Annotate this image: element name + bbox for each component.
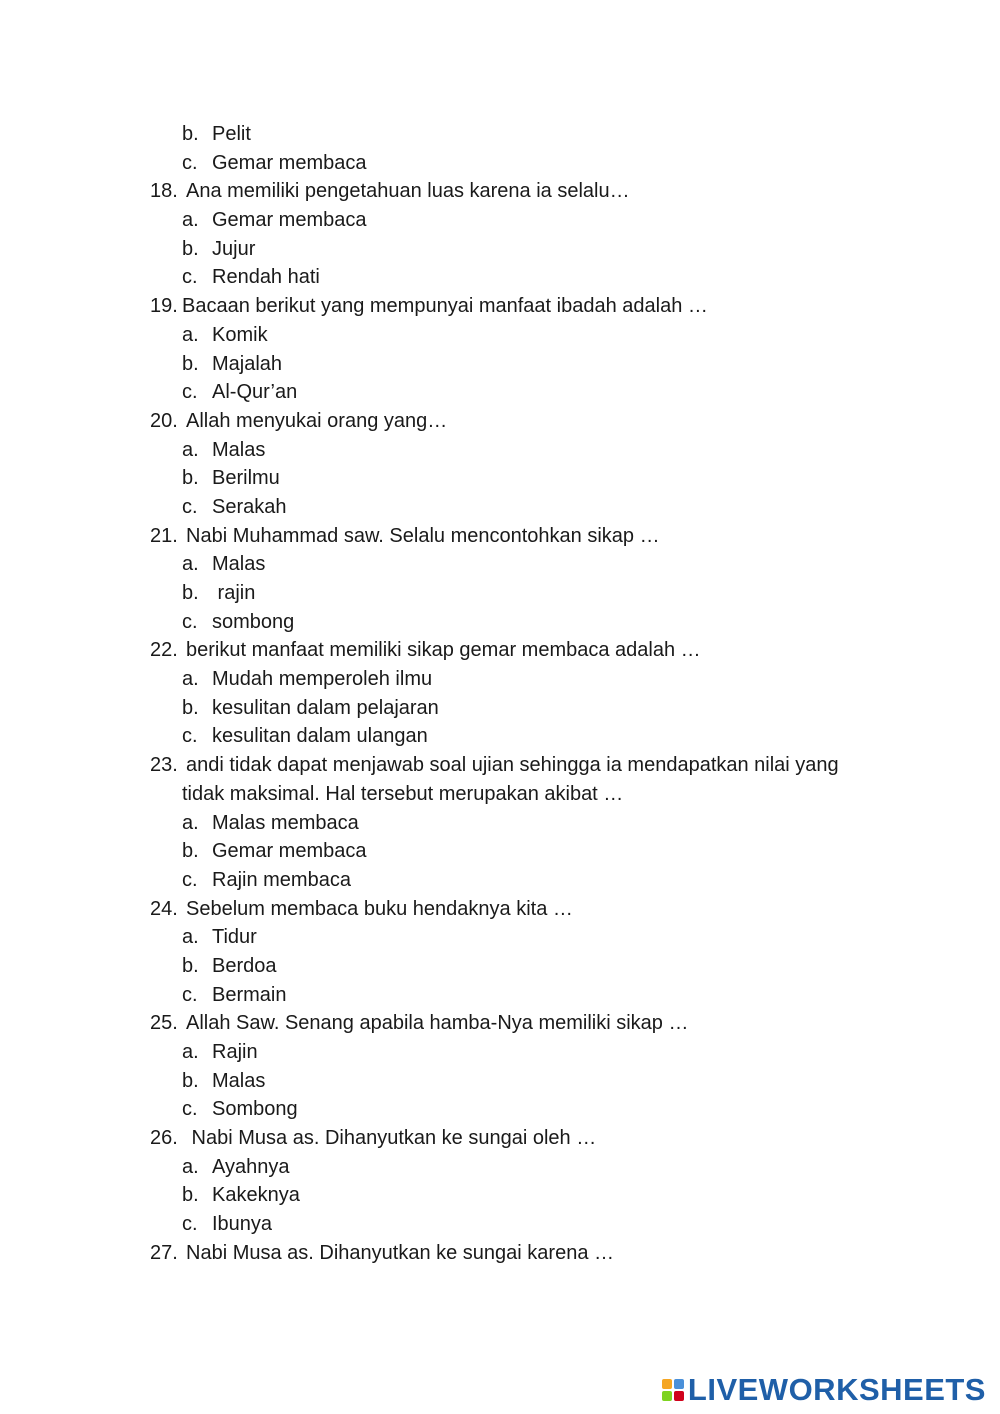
option-letter: c. xyxy=(182,610,198,633)
question-24 xyxy=(0,895,1000,924)
option-text: Rajin membaca xyxy=(212,868,351,891)
option-letter: c. xyxy=(182,381,198,404)
option-item xyxy=(0,981,1000,1010)
option-item xyxy=(0,923,1000,952)
question-text: Nabi Musa as. Dihanyutkan ke sungai karena … xyxy=(186,1241,615,1264)
option-text: rajin xyxy=(212,582,256,604)
option-item xyxy=(0,722,1000,751)
question-22 xyxy=(0,636,1000,665)
option-text: Malas xyxy=(212,553,266,576)
question-27 xyxy=(0,1239,1000,1268)
question-number: 27. xyxy=(150,1241,178,1264)
option-item xyxy=(0,350,1000,379)
option-letter: a. xyxy=(182,926,199,949)
option-item xyxy=(0,1038,1000,1067)
option-text: sombong xyxy=(212,610,295,633)
option-item xyxy=(0,120,1000,149)
question-number: 26. xyxy=(150,1127,178,1150)
question-number: 21. xyxy=(150,524,178,547)
option-text: Berilmu xyxy=(212,467,280,490)
logo-square xyxy=(662,1391,672,1401)
option-letter: c. xyxy=(182,266,198,289)
question-text: Ana memiliki pengetahuan luas karena ia selalu… xyxy=(186,180,630,203)
option-letter: a. xyxy=(182,1155,199,1178)
question-25 xyxy=(0,1009,1000,1038)
option-item xyxy=(0,1153,1000,1182)
option-text: Gemar membaca xyxy=(212,151,367,174)
option-letter: b. xyxy=(182,1069,199,1092)
option-letter: a. xyxy=(182,1041,199,1063)
option-item xyxy=(0,321,1000,350)
option-item xyxy=(0,493,1000,522)
option-text: Bermain xyxy=(212,983,287,1006)
option-letter: c. xyxy=(182,983,198,1006)
option-text: Ayahnya xyxy=(212,1155,290,1178)
option-item xyxy=(0,263,1000,292)
option-item xyxy=(0,1210,1000,1239)
question-text-continuation: tidak maksimal. Hal tersebut merupakan akibat … xyxy=(182,782,624,805)
question-26 xyxy=(0,1124,1000,1153)
question-21 xyxy=(0,522,1000,551)
option-letter: b. xyxy=(182,582,199,604)
question-number: 23. xyxy=(150,754,178,777)
option-text: Sombong xyxy=(212,1098,298,1121)
question-19 xyxy=(0,292,1000,321)
option-letter: b. xyxy=(182,467,199,490)
question-number: 18. xyxy=(150,180,178,203)
option-letter: c. xyxy=(182,868,198,891)
option-text: Tidur xyxy=(212,926,257,949)
option-item xyxy=(0,837,1000,866)
option-text: Majalah xyxy=(212,352,283,375)
option-letter: b. xyxy=(182,696,199,719)
question-text: berikut manfaat memiliki sikap gemar membaca adalah … xyxy=(186,639,701,662)
option-letter: c. xyxy=(182,1213,198,1236)
option-text: Gemar membaca xyxy=(212,209,367,232)
option-item xyxy=(0,235,1000,264)
option-text: Malas xyxy=(212,1069,266,1092)
option-letter: b. xyxy=(182,237,199,260)
question-text: Nabi Muhammad saw. Selalu mencontohkan sikap … xyxy=(186,524,660,547)
option-letter: b. xyxy=(182,1184,199,1207)
option-letter: c. xyxy=(182,495,198,518)
option-item xyxy=(0,1095,1000,1124)
option-text: Kakeknya xyxy=(212,1184,300,1207)
option-text: Gemar membaca xyxy=(212,840,367,863)
option-text: Berdoa xyxy=(212,954,277,977)
question-text: Allah menyukai orang yang… xyxy=(186,409,448,432)
option-item xyxy=(0,206,1000,235)
option-letter: b. xyxy=(182,352,199,375)
question-23 xyxy=(0,751,1000,780)
option-text: Al-Qur’an xyxy=(212,381,298,404)
option-item xyxy=(0,608,1000,637)
option-item xyxy=(0,464,1000,493)
logo-square xyxy=(674,1379,684,1389)
question-text: andi tidak dapat menjawab soal ujian sehingga ia mendapatkan nilai yang xyxy=(186,754,839,777)
option-text: Mudah memperoleh ilmu xyxy=(212,668,433,691)
brand-name: LIVEWORKSHEETS xyxy=(687,1372,986,1407)
option-item xyxy=(0,1181,1000,1210)
option-letter: a. xyxy=(182,811,199,834)
option-text: Pelit xyxy=(212,123,251,145)
option-item xyxy=(0,149,1000,178)
option-letter: a. xyxy=(182,553,199,576)
option-item xyxy=(0,809,1000,838)
question-text: Sebelum membaca buku hendaknya kita … xyxy=(186,897,573,920)
option-item xyxy=(0,436,1000,465)
option-text: Rajin xyxy=(212,1041,258,1063)
liveworksheets-logo xyxy=(662,1370,986,1410)
option-text: Jujur xyxy=(212,237,256,260)
option-item xyxy=(0,378,1000,407)
question-18 xyxy=(0,177,1000,206)
option-item xyxy=(0,550,1000,579)
logo-grid-icon xyxy=(662,1379,684,1401)
logo-square xyxy=(674,1391,684,1401)
option-item xyxy=(0,952,1000,981)
option-letter: a. xyxy=(182,668,199,691)
option-text: kesulitan dalam ulangan xyxy=(212,725,428,748)
question-number: 22. xyxy=(150,639,178,662)
option-letter: c. xyxy=(182,725,198,748)
option-letter: c. xyxy=(182,151,198,174)
option-text: Rendah hati xyxy=(212,266,320,289)
question-number: 25. xyxy=(150,1012,178,1035)
question-text: Allah Saw. Senang apabila hamba-Nya memiliki sikap … xyxy=(186,1012,689,1035)
option-text: Ibunya xyxy=(212,1213,273,1236)
option-letter: a. xyxy=(182,438,199,461)
option-item xyxy=(0,665,1000,694)
logo-square xyxy=(662,1379,672,1389)
option-text: Serakah xyxy=(212,495,287,518)
option-item xyxy=(0,1067,1000,1096)
option-text: Komik xyxy=(212,323,268,346)
option-item xyxy=(0,866,1000,895)
question-text: Bacaan berikut yang mempunyai manfaat ibadah adalah … xyxy=(182,295,708,318)
question-number: 20. xyxy=(150,409,178,432)
option-letter: a. xyxy=(182,323,199,346)
option-letter: a. xyxy=(182,209,199,232)
option-letter: b. xyxy=(182,840,199,863)
question-number: 19. xyxy=(150,295,178,318)
option-letter: b. xyxy=(182,123,199,145)
option-item xyxy=(0,579,1000,608)
worksheet-body xyxy=(0,120,1000,1268)
question-20 xyxy=(0,407,1000,436)
question-text: Nabi Musa as. Dihanyutkan ke sungai oleh … xyxy=(186,1127,597,1150)
option-letter: c. xyxy=(182,1098,198,1121)
option-text: kesulitan dalam pelajaran xyxy=(212,696,439,719)
option-item xyxy=(0,694,1000,723)
option-letter: b. xyxy=(182,954,199,977)
option-text: Malas xyxy=(212,438,266,461)
question-number: 24. xyxy=(150,897,178,920)
option-text: Malas membaca xyxy=(212,811,359,834)
